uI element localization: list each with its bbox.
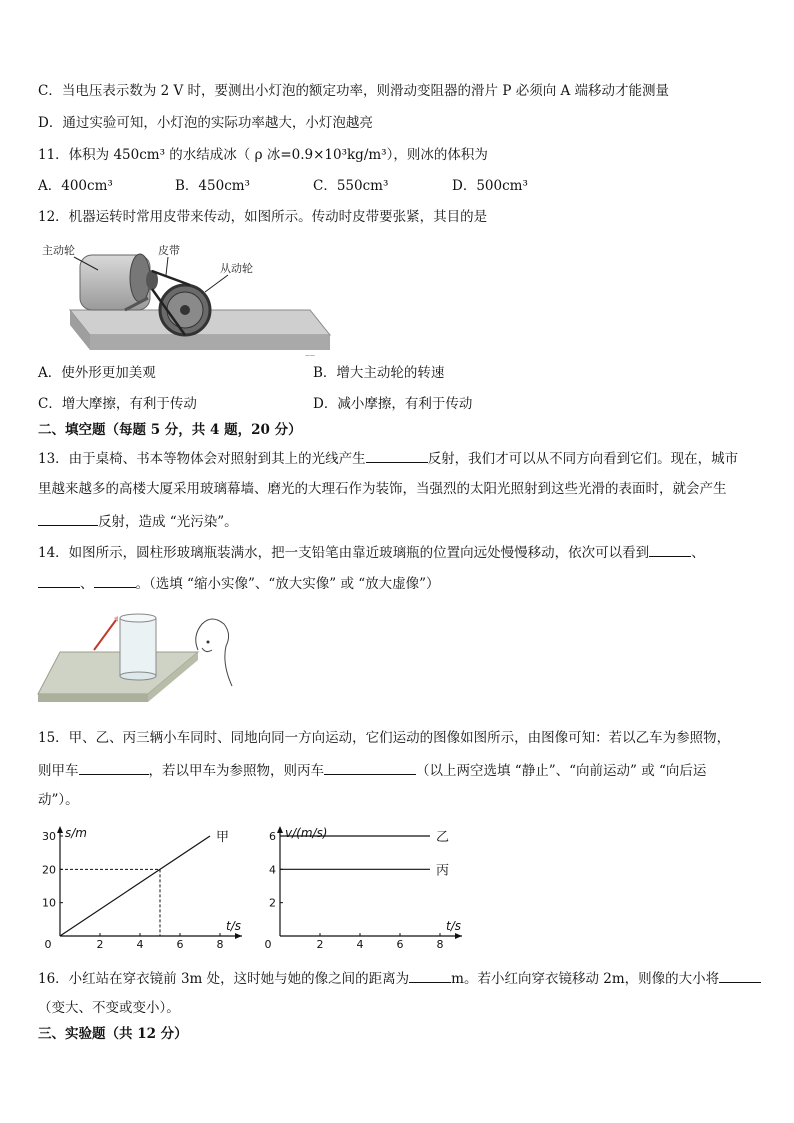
q16-blank-1[interactable] xyxy=(409,968,451,983)
x-tick-label: 4 xyxy=(136,938,144,951)
x-tick-label: 6 xyxy=(176,938,184,951)
prev-option-d: D．通过实验可知，小灯泡的实际功率越大，小灯泡越亮 xyxy=(38,115,373,131)
q12-option-b: B．增大主动轮的转速 xyxy=(313,365,445,381)
series-label-0: 甲 xyxy=(216,830,230,845)
q15-text-2: ，若以甲车为参照物，则丙车 xyxy=(148,763,324,779)
x-tick-label: 8 xyxy=(216,938,224,951)
q12-option-a: A．使外形更加美观 xyxy=(38,365,156,381)
q13-blank-1[interactable] xyxy=(366,448,428,463)
section-2-heading: 二、填空题（每题 5 分，共 4 题，20 分） xyxy=(38,422,302,438)
q14-text-1: 14．如图所示，圆柱形玻璃瓶装满水，把一支铅笔由靠近玻璃瓶的位置向远处慢慢移动，依次可以看到 xyxy=(38,545,650,561)
x-tick-label: 4 xyxy=(356,938,364,951)
question-15-line-2 xyxy=(38,760,706,780)
series-line-0 xyxy=(60,836,210,936)
q16-line-2: （变大、不变或变小）。 xyxy=(38,1000,180,1016)
prev-option-c: C．当电压表示数为 2 V 时，要测出小灯泡的额定功率，则滑动变阻器的滑片 P 必须向 A 端移动才能测量 xyxy=(38,83,670,99)
q15-text-3: （以上两空选填 “静止”、“向前运动” 或 “向后运 xyxy=(416,763,707,779)
distance-time-chart xyxy=(30,820,241,958)
q14-sep-2: 、 xyxy=(80,576,94,592)
y-tick-label: 4 xyxy=(269,863,276,877)
section-3-heading: 三、实验题（共 12 分） xyxy=(38,1026,188,1042)
q15-line-1: 15．甲、乙、丙三辆小车同时、同地向同一方向运动，它们运动的图像如图所示，由图像可知：若以乙车为参照物， xyxy=(38,730,731,746)
q15-line-3: 动”）。 xyxy=(38,792,79,808)
x-tick-label: 2 xyxy=(96,938,104,951)
question-13-line-3 xyxy=(38,511,238,531)
q12-option-c: C．增大摩擦，有利于传动 xyxy=(38,396,197,412)
driver-wheel-label: 主动轮 xyxy=(42,244,75,257)
y-tick-label: 30 xyxy=(42,830,56,843)
q15-text-1: 则甲车 xyxy=(38,763,79,779)
series-label-0: 乙 xyxy=(436,830,450,845)
question-14-line-2 xyxy=(38,573,440,593)
q14-blank-3[interactable] xyxy=(94,573,136,588)
q15-blank-2[interactable] xyxy=(324,760,416,775)
question-16-line-1 xyxy=(38,968,761,988)
svg-text:——: —— xyxy=(305,353,315,359)
series-label-1: 丙 xyxy=(436,863,450,879)
glass-bottle-figure xyxy=(38,612,248,704)
q16-text-1: 16．小红站在穿衣镜前 3m 处，这时她与她的像之间的距离为 xyxy=(38,971,410,987)
belt-drive-figure xyxy=(40,240,350,360)
q11-option-b: B．450cm³ xyxy=(175,178,250,194)
q11-option-a: A．400cm³ xyxy=(38,178,113,194)
y-axis-label: v/(m/s) xyxy=(285,826,328,840)
y-axis-arrow xyxy=(277,826,283,833)
q14-sep-1: 、 xyxy=(691,545,705,561)
q14-blank-2[interactable] xyxy=(38,573,80,588)
q13-line-2: 里越来越多的高楼大厦采用玻璃幕墙、磨光的大理石作为装饰，当强烈的太阳光照射到这些光滑的表面时，就会产生 xyxy=(38,481,727,497)
x-axis-arrow xyxy=(455,933,462,939)
q14-blank-1[interactable] xyxy=(649,542,691,557)
y-tick-label: 2 xyxy=(269,896,276,910)
q11-option-d: D．500cm³ xyxy=(452,178,528,194)
y-tick-label: 6 xyxy=(269,830,276,843)
belt-label: 皮带 xyxy=(158,244,180,257)
q13-text-1: 13．由于桌椅、书本等物体会对照射到其上的光线产生 xyxy=(38,451,366,467)
y-tick-label: 20 xyxy=(42,863,56,877)
q16-text-2: m。若小红向穿衣镜移动 2m，则像的大小将 xyxy=(451,971,720,987)
x-axis-label: t/s xyxy=(226,919,241,933)
q14-text-2: 。（选填 “缩小实像”、“放大实像” 或 “放大虚像”） xyxy=(135,576,440,592)
q12-option-d: D．减小摩擦，有利于传动 xyxy=(313,396,473,412)
x-tick-label: 6 xyxy=(396,938,404,951)
q16-blank-2[interactable] xyxy=(719,968,761,983)
y-axis-label: s/m xyxy=(65,826,87,840)
y-axis-arrow xyxy=(57,826,63,833)
question-11: 11．体积为 450cm³ 的水结成冰（ ρ 冰=0.9×10³kg/m³），则冰的体积为 xyxy=(38,147,488,163)
q11-option-c: C．550cm³ xyxy=(313,178,389,194)
driven-wheel-label: 从动轮 xyxy=(220,262,253,275)
question-14-line-1 xyxy=(38,542,705,562)
x-axis-label: t/s xyxy=(446,919,461,933)
x-tick-label: 0 xyxy=(264,938,272,951)
q13-text-2: 反射，我们才可以从不同方向看到它们。现在，城市 xyxy=(427,451,739,467)
question-12: 12．机器运转时常用皮带来传动，如图所示。传动时皮带要张紧，其目的是 xyxy=(38,209,488,225)
y-tick-label: 10 xyxy=(42,896,56,910)
x-tick-label: 0 xyxy=(44,938,52,951)
velocity-time-chart xyxy=(250,820,461,958)
x-axis-arrow xyxy=(235,933,242,939)
x-tick-label: 8 xyxy=(436,938,444,951)
question-13-line-1 xyxy=(38,448,738,468)
x-tick-label: 2 xyxy=(316,938,324,951)
q15-blank-1[interactable] xyxy=(79,760,149,775)
q13-blank-2[interactable] xyxy=(38,511,98,526)
q13-text-3: 反射，造成 “光污染”。 xyxy=(98,514,238,530)
